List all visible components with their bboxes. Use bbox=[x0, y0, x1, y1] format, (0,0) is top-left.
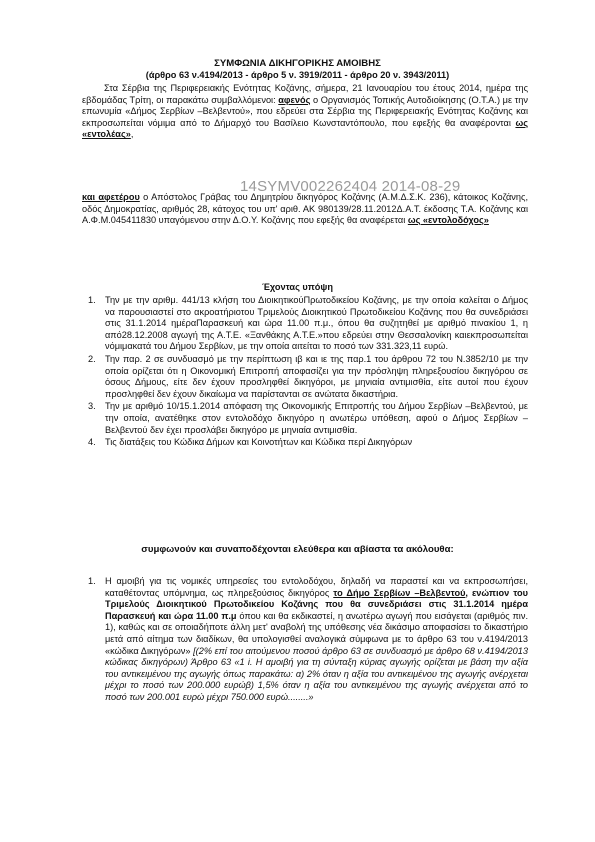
aforos-label: αφενός bbox=[278, 94, 311, 105]
item-text: Την παρ. 2 σε συνδυασμό με την περίπτωση ιβ και ιε της παρ.1 του άρθρου 72 του Ν.3852/10 με την οποία ορίζεται ότι η Οικονομική Επιτροπή αποφασίζει για την πρόσληψη πληρεξουσίου δικηγόρου σε όσους Δήμους, είτε δεν έχουν προσληφθεί δικηγόροι, με μηνιαία αντιμισθία, είτε αυτοί που έχουν προσληφθεί δεν έχουν δικαίωμα να παρίστανται σε ανώτατα δικαστήρια. bbox=[105, 353, 528, 399]
item-text: Την με αριθμό 10/15.1.2014 απόφαση της Οικονομικής Επιτροπής του Δήμου Σερβίων –Βελβεντού, με την οποία, ανατέθηκε στον εντολοδόχο δικηγόρο η ανωτέρω υπόθεση, αφού ο Δήμος Σερβίων – Βελβεντού δεν έχει προσλάβει δικηγόρο με μηνιαία αντιμισθία. bbox=[105, 401, 528, 435]
item-text bbox=[105, 576, 528, 704]
agreement-part: Η αμοιβή για τις νομικές υπηρεσίες του εντολοδόχου, δηλαδή να παραστεί και να εκπροσωπήσει, καταθέτοντας υπόμνημα, ως πληρεξούσιος δικηγόρος bbox=[105, 576, 528, 598]
item-number: 2. bbox=[88, 353, 96, 364]
item-number: 3. bbox=[88, 401, 96, 412]
agreement-party: το Δήμο Σερβίων –Βελβεντού bbox=[333, 587, 466, 598]
entolea-label: ως «εντολέας» bbox=[82, 117, 528, 140]
heading-considerations: Έχοντας υπόψη bbox=[262, 282, 333, 292]
agreement-legal-quote: [(2% επί του αιτούμενου ποσού άρθρο 63 σε συνδυασμό με άρθρο 68 ν.4194/2013 κώδικας δικηγόρων) Άρθρο 63 «1 i. Η αμοιβή για τη σύνταξη κύριας αγωγής ορίζεται με βάση την αξία του αντικειμένου της αγωγής όπως παρακάτω: α) 2% όταν η αξία του αντικειμένου της αγωγής ανέρχεται μέχρι το ποσό των 200.000 ευρώβ) 1,5% όταν η αξία του αντικειμένου της αγωγής ανέρχεται από το ποσό των 200.001 ευρώ μέχρι 750.000 ευρώ........» bbox=[105, 645, 529, 702]
aforos2-label: και αφετέρου bbox=[82, 192, 140, 202]
intro-line: Στα Σέρβια της Περιφερειακής Ενότητας Κοζάνης, σήμερα, 21 Ιανουαρίου του έτους 2014, ημέρα της εβδομάδας Τρίτη, οι παρακάτω συμβαλλόμενοι: bbox=[82, 83, 528, 105]
document-title: ΣΥΜΦΩΝΙΑ ΔΙΚΗΓΟΡΙΚΗΣ ΑΜΟΙΒΗΣ bbox=[214, 58, 381, 69]
second-party-paragraph bbox=[82, 192, 528, 227]
intro-paragraph: Στα Σέρβια της Περιφερειακής Ενότητας Κοζάνης, σήμερα, 21 Ιανουαρίου του έτους 2014, ημέρα της εβδομάδας Τρίτη, οι παρακάτω συμβαλλόμενοι: αφενός ο Οργανισμός Τοπικής Αυτοδιοίκησης (Ο.Τ.Α.) με την επωνυμία «Δήμος Σερβίων –Βελβεντού», που εδρεύει στα Σέρβια της Περιφερειακής Ενότητας Κοζάνης και εκπροσωπείται νόμιμα από το Δήμαρχό του Βασίλειο Κωνσταντόπουλο, που εφεξής θα αναφέρονται ως «εντολέας», bbox=[82, 83, 528, 140]
agreement-part: όπου και θα εκδικαστεί, η ανωτέρω αγωγή που εισάγεται (αριθμός πιν. 1), καθώς και σε οποιαδήποτε άλλη μετ' αναβολή της υπόθεσης νέα δικάσιμο αποφασίσει το δικαστήριο μετά από αίτημα των διαδίκων, θα υπολογισθεί αναλογικά σύμφωνα με το άρθρο 63 του ν.4194/2013 «κώδικα Δικηγόρων» bbox=[105, 610, 528, 656]
item-text: Τις διατάξεις του Κώδικα Δήμων και Κοινοτήτων και Κώδικα περί Δικηγόρων bbox=[105, 437, 413, 448]
heading-agreement: συμφωνούν και συναποδέχονται ελεύθερα και αβίαστα τα ακόλουθα: bbox=[141, 544, 454, 555]
registry-stamp: 14SYMV002262404 2014-08-29 bbox=[240, 178, 461, 195]
list-item bbox=[88, 576, 528, 704]
aforos-text: ο Οργανισμός Τοπικής Αυτοδιοίκησης (Ο.Τ.Α.) με την επωνυμία «Δήμος Σερβίων –Βελβεντού», που εδρεύει στα Σέρβια της Περιφερειακής Ενότητας Κοζάνης και εκπροσωπείται νόμιμα από το Δήμαρχό του Βασίλειο Κωνσταντόπουλο, που εφεξής θα αναφέρονται bbox=[82, 94, 528, 128]
list-item bbox=[88, 437, 528, 449]
item-number: 4. bbox=[88, 437, 96, 448]
item-number: 1. bbox=[88, 576, 96, 586]
considerations-list bbox=[88, 295, 528, 449]
list-item bbox=[88, 401, 528, 436]
entolodochos-label: ως «εντολοδόχος» bbox=[407, 215, 489, 226]
agreement-court: , ενώπιον του Τριμελούς Διοικητικού Πρωτοδικείου Κοζάνης που θα συνεδριάσει στις 31.1.2014 ημέρα Παρασκευή και ώρα 11.00 π.μ bbox=[105, 587, 528, 621]
list-item bbox=[88, 354, 528, 400]
agreement-list bbox=[88, 576, 528, 704]
item-number: 1. bbox=[88, 295, 96, 305]
document-subtitle: (άρθρο 63 ν.4194/2013 - άρθρο 5 ν. 3919/2011 - άρθρο 20 ν. 3943/2011) bbox=[145, 70, 450, 80]
aforos2-text: ο Απόστολος Γράβας του Δημητρίου δικηγόρος Κοζάνης (Α.Μ.Δ.Σ.Κ. 236), κάτοικος Κοζάνης, οδός Δημοκρατίας, αριθμός 28, κάτοχος του υπ' αριθ. ΑΚ 980139/28.11.2012Δ.Α.Τ. έκδοσης Τ.Α. Κοζάνης και Α.Φ.Μ.045411830 υπαγόμενου στην Δ.Ο.Υ. Κοζάνης που εφεξής θα αναφέρεται bbox=[82, 192, 528, 226]
item-text: Την με την αριθμ. 441/13 κλήση του ΔιοικητικούΠρωτοδικείου Κοζάνης, με την οποία καλείται ο Δήμος να παρουσιαστεί στο ακροατήριοτου Τριμελούς Διοικητικού Πρωτοδικείου Κοζάνης που θα συνεδριάσει στις 31.1.2014 ημέραΠαρασκευή και ώρα 11.00 π.μ., όπου θα συζητηθεί με αριθμό πινακίου 1, η από28.12.2008 αγωγή της Α.Τ.Ε. «Ξανθάκης Α.Τ.Ε.»που εδρεύει στην Θεσσαλονίκη καιεκπροσωπείται νόμιμακατά του Δήμου Σερβίων, με την οποία αιτείται το ποσό των 331.323,11 ευρώ. bbox=[105, 295, 528, 352]
list-item bbox=[88, 295, 528, 353]
